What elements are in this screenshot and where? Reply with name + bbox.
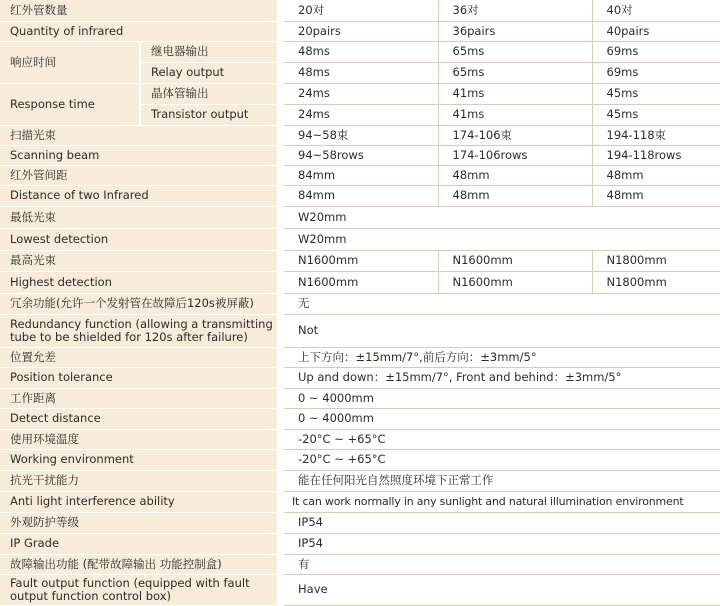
row-label: 红外管间距 [0, 165, 278, 185]
cell-value: IP54 [284, 512, 720, 533]
cell-value: -20°C ~ +65°C [284, 429, 720, 449]
table-row [0, 408, 720, 429]
cell-value: 40对 [592, 0, 720, 21]
table-row [0, 125, 720, 145]
row-label: 最低光束 [0, 206, 278, 228]
table-row [0, 367, 720, 388]
row-sublabel: Transistor output [140, 104, 278, 125]
row-label: 故障输出功能 (配带故障输出 功能控制盒) [0, 554, 278, 574]
row-sublabel: 继电器输出 [140, 41, 278, 62]
row-label: 位置允差 [0, 347, 278, 367]
table-row [0, 145, 720, 165]
table-row [0, 206, 720, 228]
cell-value: 能在任何阳光自然照度环境下正常工作 [284, 470, 720, 491]
row-label: Lowest detection [0, 228, 278, 250]
cell-value: Have [284, 574, 720, 605]
row-label: 响应时间 [0, 41, 140, 83]
cell-value: N1600mm [438, 271, 592, 293]
table-row [0, 449, 720, 470]
row-label: Highest detection [0, 271, 278, 293]
row-label: 工作距离 [0, 388, 278, 408]
cell-value: 84mm [284, 165, 438, 185]
table-row [0, 574, 720, 605]
cell-value: N1600mm [438, 250, 592, 271]
table-row [0, 165, 720, 185]
row-label: 最高光束 [0, 250, 278, 271]
table-row [0, 250, 720, 271]
cell-value: IP54 [284, 533, 720, 554]
cell-value: 84mm [284, 185, 438, 206]
row-label: Response time [0, 83, 140, 125]
cell-value: 194-118束 [592, 125, 720, 145]
table-row [0, 347, 720, 367]
cell-value: 48ms [284, 41, 438, 62]
table-row [0, 0, 720, 21]
row-label: 红外管数量 [0, 0, 278, 21]
cell-value: 174-106束 [438, 125, 592, 145]
row-label: Anti light interference ability [0, 491, 278, 512]
table-row [0, 470, 720, 491]
cell-value: 0 ~ 4000mm [284, 388, 720, 408]
cell-value: 有 [284, 554, 720, 574]
row-label: 外观防护等级 [0, 512, 278, 533]
table-row [0, 388, 720, 408]
cell-value: W20mm [284, 206, 720, 228]
table-row [0, 21, 720, 41]
row-label: IP Grade [0, 533, 278, 554]
cell-value: 48mm [438, 185, 592, 206]
row-label: 扫描光束 [0, 125, 278, 145]
row-label: Working environment [0, 449, 278, 470]
cell-value: 69ms [592, 62, 720, 83]
table-row [0, 41, 720, 62]
row-sublabel: Relay output [140, 62, 278, 83]
cell-value: W20mm [284, 228, 720, 250]
row-label: Detect distance [0, 408, 278, 429]
table-row [0, 83, 720, 104]
cell-value: 36pairs [438, 21, 592, 41]
cell-value: 48mm [592, 165, 720, 185]
table-row [0, 228, 720, 250]
row-label: Quantity of infrared [0, 21, 278, 41]
table-row [0, 271, 720, 293]
row-label: Scanning beam [0, 145, 278, 165]
cell-value: 194-118rows [592, 145, 720, 165]
row-label: 抗光干扰能力 [0, 470, 278, 491]
cell-value: 69ms [592, 41, 720, 62]
cell-value: 94~58rows [284, 145, 438, 165]
cell-value: 48mm [592, 185, 720, 206]
table-row [0, 491, 720, 512]
row-sublabel: 晶体管输出 [140, 83, 278, 104]
cell-value: 36对 [438, 0, 592, 21]
cell-value: 41ms [438, 104, 592, 125]
cell-value: 48ms [284, 62, 438, 83]
cell-value: It can work normally in any sunlight and natural illumination environment [284, 491, 720, 512]
cell-value: 0 ~ 4000mm [284, 408, 720, 429]
row-label: Distance of two Infrared [0, 185, 278, 206]
cell-value: N1800mm [592, 250, 720, 271]
cell-value: 上下方向：±15mm/7°,前后方向：±3mm/5° [284, 347, 720, 367]
cell-value: 20pairs [284, 21, 438, 41]
row-label: Fault output function (equipped with fault output function control box) [0, 574, 278, 605]
cell-value: 65ms [438, 41, 592, 62]
cell-value: 24ms [284, 104, 438, 125]
table-row [0, 293, 720, 314]
cell-value: N1600mm [284, 250, 438, 271]
cell-value: 41ms [438, 83, 592, 104]
table-row [0, 314, 720, 347]
table-row [0, 533, 720, 554]
table-row [0, 554, 720, 574]
cell-value: 65ms [438, 62, 592, 83]
table-row [0, 185, 720, 206]
cell-value: Up and down：±15mm/7°, Front and behind：±3mm/5° [284, 367, 720, 388]
row-label: 冗余功能(允许一个发射管在故障后120s被屏蔽) [0, 293, 278, 314]
table-row [0, 429, 720, 449]
cell-value: N1800mm [592, 271, 720, 293]
cell-value: 24ms [284, 83, 438, 104]
cell-value: 无 [284, 293, 720, 314]
cell-value: -20°C ~ +65°C [284, 449, 720, 470]
cell-value: 45ms [592, 83, 720, 104]
row-label: Redundancy function (allowing a transmitting tube to be shielded for 120s after failure) [0, 314, 278, 347]
row-label: 使用环境温度 [0, 429, 278, 449]
cell-value: 174-106rows [438, 145, 592, 165]
cell-value: 48mm [438, 165, 592, 185]
row-label: Position tolerance [0, 367, 278, 388]
cell-value: 45ms [592, 104, 720, 125]
cell-value: Not [284, 314, 720, 347]
cell-value: 20对 [284, 0, 438, 21]
cell-value: N1600mm [284, 271, 438, 293]
table-row [0, 512, 720, 533]
cell-value: 40pairs [592, 21, 720, 41]
cell-value: 94~58束 [284, 125, 438, 145]
